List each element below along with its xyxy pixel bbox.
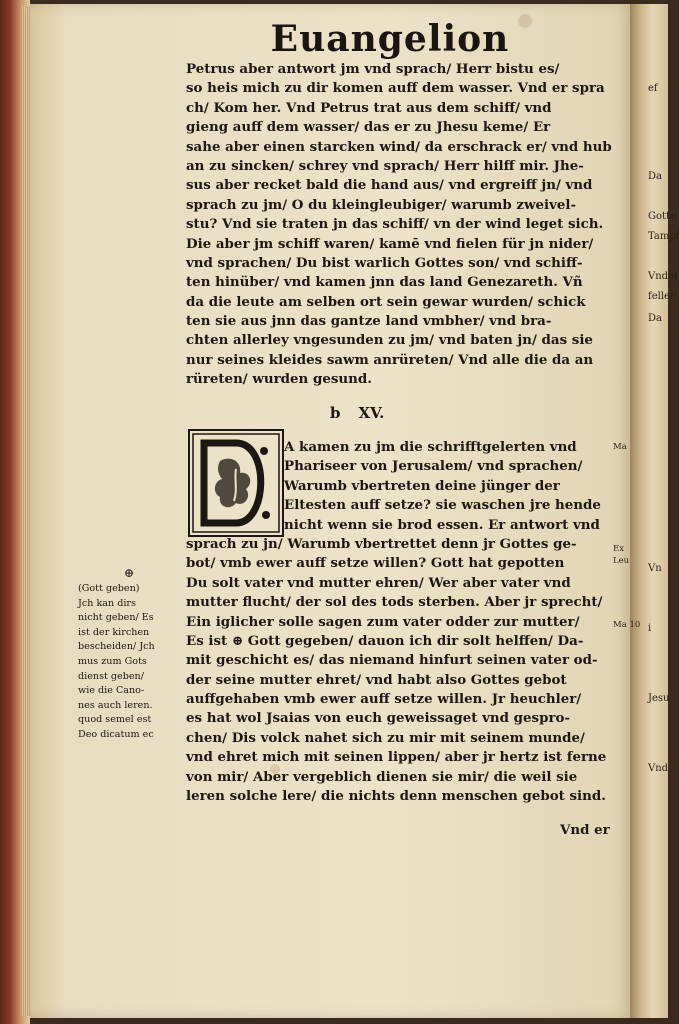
text-line: A kamen zu jm die schrifftgelerten vnd <box>284 439 577 455</box>
body-text <box>186 60 616 390</box>
text-line: von mir/ Aber vergeblich dienen sie mir/ die weil sie <box>186 768 578 785</box>
text-line: sprach zu jm/ O du kleingleubiger/ warumb zweivel- <box>186 196 577 213</box>
text-line: Eltesten auff setze? sie waschen jre hende <box>284 497 601 514</box>
text-line: mutter flucht/ der sol des tods sterben. Aber jr sprecht/ <box>186 594 603 611</box>
text-line: ten sie aus jnn das gantze land vmbher/ vnd bra- <box>186 313 552 330</box>
text-line: Es ist ⊕ Gott gegeben/ dauon ich dir solt helffen/ Da- <box>186 632 584 649</box>
text-line: leren solche lere/ die nichts denn menschen gebot sind. <box>186 788 606 805</box>
gloss-line: Jch kan dirs <box>78 597 136 609</box>
section-letter: b <box>330 404 341 422</box>
text-line: chten allerley vngesunden zu jm/ vnd baten jn/ das sie <box>186 332 593 349</box>
facing-page-edge <box>630 4 679 1018</box>
text-line: Ein iglicher solle sagen zum vater odder zur mutter/ <box>186 613 580 630</box>
text-line: es hat wol Jsaias von euch geweissaget vnd gespro- <box>186 710 570 727</box>
text-line: chen/ Dis volck nahet sich zu mir mit seinem munde/ <box>186 729 585 746</box>
gloss-line: dienst geben/ <box>78 670 144 682</box>
margin-gloss <box>78 566 188 743</box>
text-line: bot/ vmb ewer auff setze willen? Gott hat gepotten <box>186 555 565 572</box>
text-line: an zu sincken/ schrey vnd sprach/ Herr hilff mir. Jhe- <box>186 157 584 174</box>
facing-fragment: Tampf <box>648 231 679 242</box>
margin-reference: Ma 10 <box>613 620 641 630</box>
chapter-number: XV. <box>358 404 385 422</box>
facing-fragment: Vndel <box>648 271 678 282</box>
text-line: so heis mich zu dir komen auff dem wasser. Vnd er spra <box>186 80 605 97</box>
text-line: gieng auff dem wasser/ das er zu Jhesu keme/ Er <box>186 119 551 136</box>
text-line: auffgehaben vmb ewer auff setze willen. Jr heuchler/ <box>186 691 582 708</box>
facing-fragment: Vnd <box>648 763 669 774</box>
gloss-line: bescheiden/ Jch <box>78 641 155 653</box>
text-line: sprach zu jn/ Warumb vbertrettet denn jr Gottes ge- <box>186 535 577 552</box>
text-line: da die leute am selben ort sein gewar wurden/ schick <box>186 293 586 310</box>
text-line: Du solt vater vnd mutter ehren/ Wer aber vater vnd <box>186 574 571 591</box>
chapter-text <box>186 438 616 806</box>
facing-fragment: i <box>648 623 652 634</box>
margin-reference: Leu <box>613 556 630 566</box>
text-line: der seine mutter ehret/ vnd habt also Gottes gebot <box>186 671 567 688</box>
text-line: rüreten/ wurden gesund. <box>186 371 372 388</box>
facing-fragment: Jesu <box>648 693 670 704</box>
text-line: sahe aber einen starcken wind/ da erschrack er/ vnd hub <box>186 138 612 155</box>
catchword: Vnd er <box>560 822 610 838</box>
text-line: Petrus aber antwort jm vnd sprach/ Herr bistu es/ <box>186 61 560 77</box>
facing-fragment: Gotte <box>648 211 676 222</box>
page-title: Euangelion <box>270 18 510 60</box>
text-line: Phariseer von Jerusalem/ vnd sprachen/ <box>284 458 583 475</box>
gloss-line: nicht geben/ Es <box>78 612 154 624</box>
gloss-line: ist der kirchen <box>78 626 150 638</box>
facing-fragment: feller <box>648 291 675 302</box>
gloss-line: quod semel est <box>78 714 152 726</box>
facing-fragment: Da <box>648 313 662 324</box>
text-line: nicht wenn sie brod essen. Er antwort vnd <box>284 516 600 533</box>
facing-fragment: ef <box>648 83 658 94</box>
text-line: ten hinüber/ vnd kamen jnn das land Genezareth. Vñ <box>186 274 583 291</box>
gloss-line: mus zum Gots <box>78 655 147 667</box>
facing-fragment: Da <box>648 171 662 182</box>
text-line: stu? Vnd sie traten jn das schiff/ vn der wind leget sich. <box>186 216 604 233</box>
margin-reference: Ma <box>613 442 627 452</box>
text-line: ch/ Kom her. Vnd Petrus trat aus dem schiff/ vnd <box>186 99 552 116</box>
gloss-line: (Gott geben) <box>78 583 140 594</box>
facing-fragment: Vn <box>648 563 662 574</box>
margin-reference: Ex <box>613 544 624 554</box>
text-line: sus aber recket bald die hand aus/ vnd ergreiff jn/ vnd <box>186 177 593 194</box>
gloss-line: Deo dicatum ec <box>78 728 154 740</box>
text-line: vnd ehret mich mit seinen lippen/ aber jr hertz ist ferne <box>186 749 607 766</box>
text-line: vnd sprachen/ Du bist warlich Gottes son/ vnd schiff- <box>186 254 583 271</box>
gloss-line: wie die Cano- <box>78 685 145 697</box>
text-line: nur seines kleides sawm anrüreten/ Vnd alle die da an <box>186 351 594 368</box>
chapter-heading <box>330 404 450 422</box>
text-line: Warumb vbertreten deine jünger der <box>284 477 560 494</box>
gloss-line: nes auch leren. <box>78 699 153 711</box>
text-line: Die aber jm schiff waren/ kamē vnd fielen für jn nider/ <box>186 235 594 252</box>
gloss-marker-icon: ⊕ <box>124 566 135 580</box>
text-line: mit geschicht es/ das niemand hinfurt seinen vater od- <box>186 652 598 669</box>
